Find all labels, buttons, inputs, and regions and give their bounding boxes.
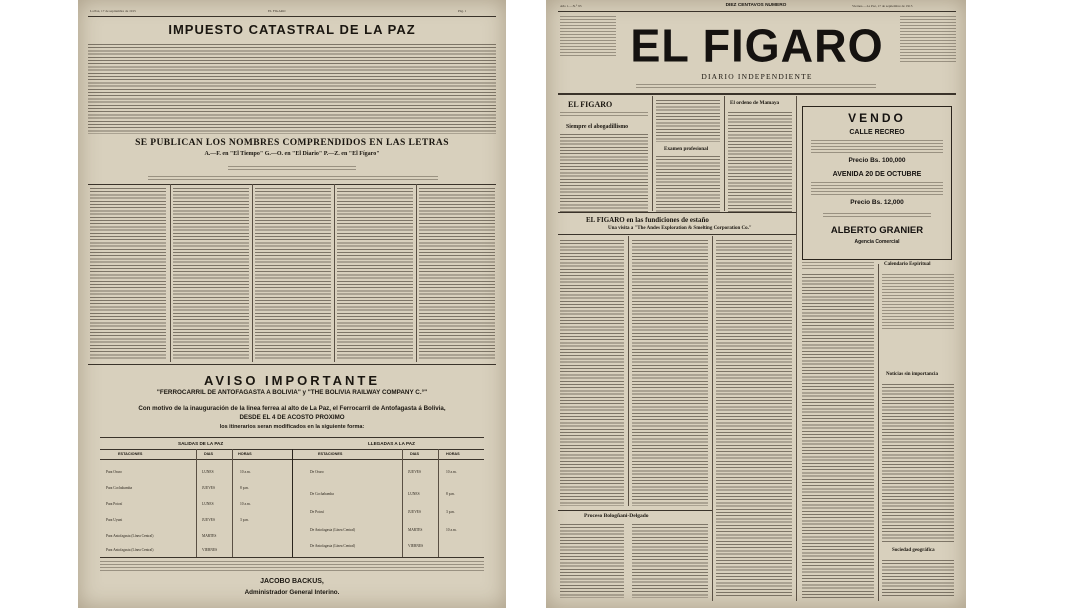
vendo-agent-role: Agencia Comercial bbox=[854, 239, 900, 245]
tt-station-left: Para Potosí bbox=[106, 502, 123, 506]
noticias-text bbox=[882, 384, 954, 544]
list-intro-line-2 bbox=[148, 176, 438, 180]
col2-article-text-top bbox=[656, 100, 720, 142]
col2-subtitle: Examen profesional bbox=[664, 146, 709, 152]
signature-role: Administrador General Interino. bbox=[244, 589, 340, 596]
decree-text-block bbox=[88, 44, 496, 134]
feature-column-2 bbox=[632, 240, 708, 506]
col1-title: EL FIGARO bbox=[568, 100, 613, 109]
lower-article-title: Proceso Bologñani-Delgado bbox=[584, 513, 649, 519]
col3-title: El ordeno de Mamaya bbox=[730, 100, 780, 106]
lower-article-col-1 bbox=[560, 524, 624, 598]
timetable-footnote bbox=[100, 561, 484, 573]
left-newspaper-page bbox=[78, 0, 506, 608]
tt-station-right: De Antofagasta (Línea Central) bbox=[310, 544, 356, 548]
list-heading: SE PUBLICAN LOS NOMBRES COMPRENDIDOS EN LAS LETRAS bbox=[135, 138, 449, 148]
vendo-price-1: Precio Bs. 100,000 bbox=[848, 157, 906, 164]
vendo-title: VENDO bbox=[848, 111, 906, 125]
timetable-top-rule bbox=[100, 437, 484, 438]
aviso-desde: DESDE EL 4 DE ACOSTO PROXIMO bbox=[239, 414, 345, 421]
vendo-street-2: AVENIDA 20 DE OCTUBRE bbox=[832, 171, 922, 178]
left-running-head-date: La Paz, 17 de septiembre de 1915 bbox=[90, 9, 136, 13]
feature-subtitle: Una visita a "The Andes Exploration & Smelting Corporation Co." bbox=[608, 226, 752, 231]
impuesto-title: IMPUESTO CATASTRAL DE LA PAZ bbox=[168, 22, 416, 37]
feature-column-1 bbox=[560, 240, 624, 506]
masthead-note bbox=[636, 84, 876, 90]
tt-day-right: LUNES bbox=[408, 492, 420, 496]
tt-hour-left: 3 p.m. bbox=[240, 518, 250, 522]
tt-station-left: Para Cochabamba bbox=[106, 486, 133, 490]
names-table-top-rule bbox=[88, 184, 496, 185]
col-estaciones-right: ESTACIONES bbox=[318, 452, 343, 456]
tt-hour-right: 10 a.m. bbox=[446, 528, 457, 532]
tt-station-left: Para Antofagasta (Línea Central) bbox=[106, 548, 154, 552]
feature-title: EL FIGARO en las fundiciones de estaño bbox=[586, 216, 709, 224]
aviso-motivo: Con motivo de la inauguración de la linea ferrea al alto de La Paz, el Ferrocarril de Antofagasta á Bolivia, bbox=[138, 405, 446, 412]
tt-station-right: De Antofagasta (Línea Central) bbox=[310, 528, 356, 532]
tt-day-right: VIERNES bbox=[408, 544, 424, 548]
right-column-a bbox=[802, 274, 874, 598]
col-horas-right: HORAS bbox=[446, 452, 460, 456]
left-running-head-center: EL FIGARO bbox=[268, 9, 286, 13]
masthead-subtitle: DIARIO INDEPENDIENTE bbox=[701, 72, 813, 81]
timetable-bottom-rule bbox=[100, 557, 484, 558]
llegadas-heading: LLEGADAS A LA PAZ bbox=[368, 441, 415, 446]
list-letters: A.—F. en "El Tiempo" G.—O. en "El Diario" P.—Z. en "El Fígaro" bbox=[204, 151, 380, 157]
tt-day-left: JUEVES bbox=[202, 518, 215, 522]
col-dias-left: DIAS bbox=[204, 452, 214, 456]
tt-day-left: LUNES bbox=[202, 502, 214, 506]
vendo-price-2: Precio Bs. 12,000 bbox=[850, 199, 904, 206]
noticias-title: Noticias sin importancia bbox=[886, 372, 938, 377]
col-estaciones-left: ESTACIONES bbox=[118, 452, 143, 456]
tt-hour-right: 8 p.m. bbox=[446, 492, 456, 496]
issue-number: Año 1.—N.° 95 bbox=[560, 4, 582, 8]
tt-station-left: Para Uyuni bbox=[106, 518, 123, 522]
aviso-companies: "FERROCARRIL DE ANTOFAGASTA A BOLIVIA" y "THE BOLIVIA RAILWAY COMPANY C.°" bbox=[156, 389, 428, 396]
tt-hour-left: 10 a.m. bbox=[240, 470, 251, 474]
names-column-2 bbox=[173, 188, 249, 360]
sociedad-text bbox=[882, 560, 954, 598]
left-running-head-page: Pág. 1 bbox=[458, 9, 467, 13]
aviso-note: los itinerarios seran modificados en la siguiente forma: bbox=[219, 424, 365, 430]
tt-station-right: De Potosí bbox=[310, 510, 325, 514]
col-horas-left: HORAS bbox=[238, 452, 252, 456]
masthead-rule bbox=[558, 93, 956, 95]
calendario-title: Calendario Espiritual bbox=[884, 262, 931, 267]
names-column-1 bbox=[90, 188, 166, 360]
names-column-5 bbox=[419, 188, 495, 360]
tt-station-left: Para Antofagasta (Línea Central) bbox=[106, 534, 154, 538]
col2-article-text bbox=[656, 156, 720, 212]
tt-day-left: LUNES bbox=[202, 470, 214, 474]
right-newspaper-page bbox=[546, 0, 966, 608]
tt-hour-left: 8 p.m. bbox=[240, 486, 250, 490]
col1-subtitle: Siempre el abogadillismo bbox=[566, 124, 629, 130]
tt-station-left: Para Oruro bbox=[106, 470, 122, 474]
tt-day-left: MARTES bbox=[202, 534, 217, 538]
names-table-bottom-rule bbox=[88, 364, 496, 365]
tt-day-left: JUEVES bbox=[202, 486, 215, 490]
list-intro-line bbox=[228, 166, 356, 172]
price-line: DIEZ CENTAVOS NUMERO bbox=[725, 3, 787, 8]
vendo-street-1: CALLE RECREO bbox=[849, 129, 905, 136]
tt-station-right: De Cochabamba bbox=[310, 492, 334, 496]
col3-article-text bbox=[728, 112, 792, 212]
sociedad-title: Sociedad geográfica bbox=[892, 548, 935, 553]
salidas-heading: SALIDAS DE LA PAZ bbox=[178, 441, 224, 446]
issue-date: Viernes.—La Paz, 17 de septiembre de 1915 bbox=[852, 4, 913, 8]
tt-hour-left: 10 a.m. bbox=[240, 502, 251, 506]
tt-day-right: JUEVES bbox=[408, 470, 421, 474]
vendo-agent: ALBERTO GRANIER bbox=[830, 225, 924, 236]
tt-day-right: JUEVES bbox=[408, 510, 421, 514]
left-ear-text bbox=[560, 16, 616, 56]
tt-hour-right: 10 a.m. bbox=[446, 470, 457, 474]
tt-day-right: MARTES bbox=[408, 528, 423, 532]
signature-name: JACOBO BACKUS, bbox=[260, 578, 324, 585]
right-ear-text bbox=[900, 16, 956, 62]
names-column-4 bbox=[337, 188, 413, 360]
head-rule bbox=[88, 16, 496, 17]
tt-hour-right: 3 p.m. bbox=[446, 510, 456, 514]
tt-day-left: VIERNES bbox=[202, 548, 218, 552]
masthead: EL FIGARO bbox=[630, 19, 884, 72]
col-dias-right: DIAS bbox=[410, 452, 420, 456]
vendo-advertisement bbox=[802, 106, 952, 260]
feature-column-3 bbox=[716, 240, 792, 598]
calendario-text bbox=[882, 274, 954, 330]
tt-station-right: De Oruro bbox=[310, 470, 324, 474]
col1-article-text bbox=[560, 134, 648, 212]
aviso-title: AVISO IMPORTANTE bbox=[203, 373, 381, 388]
names-column-3 bbox=[255, 188, 331, 360]
lower-article-col-2 bbox=[632, 524, 708, 598]
